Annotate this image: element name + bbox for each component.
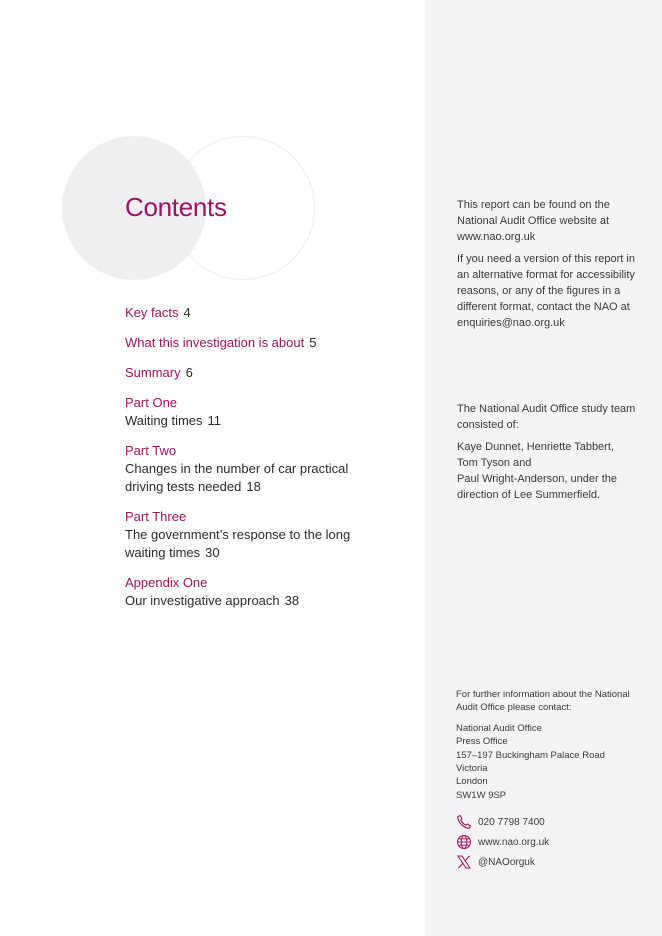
toc-title: What this investigation is about bbox=[125, 335, 305, 350]
toc-item-part-one[interactable] bbox=[125, 394, 365, 430]
toc-item-part-three[interactable] bbox=[125, 508, 365, 562]
address-line: Victoria bbox=[456, 763, 488, 775]
team-intro: The National Audit Office study team consisted of: bbox=[457, 403, 636, 431]
twitter-handle: @NAOorguk bbox=[478, 856, 535, 868]
toc-item-key-facts[interactable] bbox=[125, 304, 365, 322]
toc-page: 30 bbox=[205, 545, 220, 560]
toc-item-about[interactable] bbox=[125, 334, 365, 352]
globe-icon bbox=[456, 834, 472, 850]
toc-page: 4 bbox=[183, 305, 191, 320]
toc-heading: Part One bbox=[125, 395, 178, 410]
report-availability bbox=[457, 197, 637, 337]
address-line: London bbox=[456, 776, 488, 788]
toc-page: 18 bbox=[246, 479, 261, 494]
toc-title-line: Changes in the number of car practical bbox=[125, 461, 349, 476]
contact-block bbox=[456, 688, 646, 872]
toc-heading: Part Three bbox=[125, 509, 187, 524]
toc-title: Key facts bbox=[125, 305, 179, 320]
phone-row[interactable] bbox=[456, 812, 646, 832]
toc-heading: Part Two bbox=[125, 443, 177, 458]
toc-item-summary[interactable] bbox=[125, 364, 365, 382]
address-line: National Audit Office bbox=[456, 722, 542, 734]
twitter-row[interactable] bbox=[456, 852, 646, 872]
table-of-contents bbox=[125, 304, 365, 610]
toc-title: driving tests needed bbox=[125, 479, 242, 494]
address-line: SW1W 9SP bbox=[456, 789, 507, 801]
toc-page: 38 bbox=[284, 593, 300, 608]
postal-address bbox=[456, 722, 646, 802]
team-direction: Paul Wright-Anderson, under the direction of Lee Summerfield. bbox=[457, 473, 617, 501]
study-team bbox=[457, 401, 637, 509]
alt-format-text: If you need a version of this report in an alternative format for accessibility reasons, or any of the figures in a different format, contact the NAO at enquiries@nao.org.uk bbox=[457, 253, 635, 329]
toc-title: Our investigative approach bbox=[125, 593, 280, 608]
website-link: www.nao.org.uk bbox=[478, 836, 550, 848]
toc-item-appendix-one[interactable] bbox=[125, 574, 365, 610]
phone-icon bbox=[456, 814, 472, 830]
page-title: Contents bbox=[125, 192, 227, 222]
website-row[interactable] bbox=[456, 832, 646, 852]
phone-number: 020 7798 7400 bbox=[478, 816, 545, 828]
address-line: 157–197 Buckingham Palace Road bbox=[456, 749, 605, 761]
x-logo-icon bbox=[456, 854, 472, 870]
address-line: Press Office bbox=[456, 736, 508, 748]
toc-page: 11 bbox=[207, 413, 222, 428]
toc-page: 5 bbox=[309, 335, 317, 350]
toc-title: Waiting times bbox=[125, 413, 203, 428]
report-found-text: This report can be found on the National Audit Office website at www.nao.org.uk bbox=[457, 199, 610, 243]
toc-page: 6 bbox=[185, 365, 193, 380]
team-members: Kaye Dunnet, Henriette Tabbert, Tom Tyson and bbox=[457, 441, 614, 469]
toc-heading: Appendix One bbox=[125, 575, 208, 590]
toc-item-part-two[interactable] bbox=[125, 442, 365, 496]
toc-title-line: The government’s response to the long bbox=[125, 527, 351, 542]
toc-title: waiting times bbox=[125, 545, 201, 560]
toc-title: Summary bbox=[125, 365, 181, 380]
further-info: For further information about the National Audit Office please contact: bbox=[456, 689, 630, 714]
